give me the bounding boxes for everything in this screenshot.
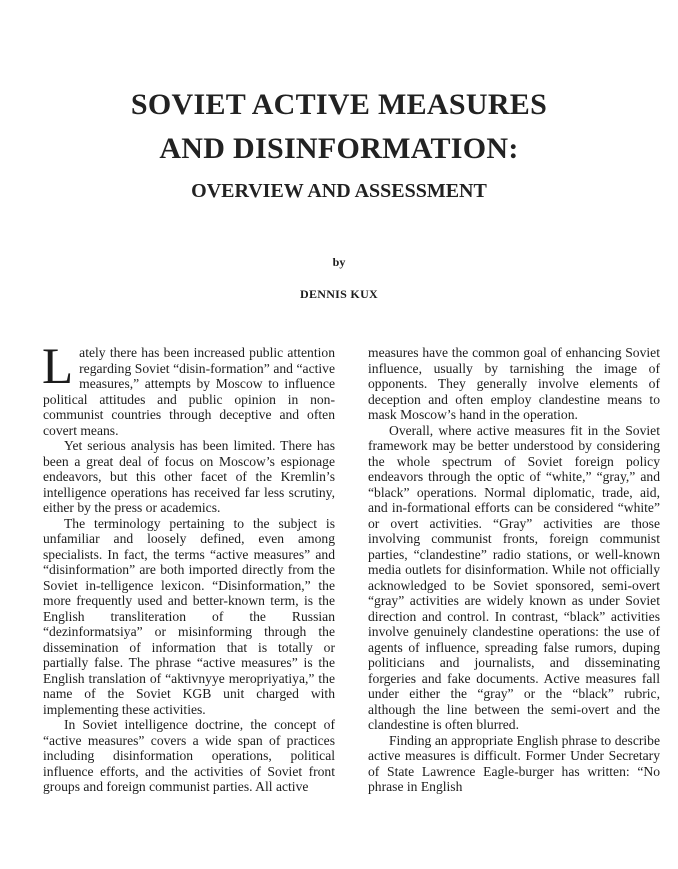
drop-cap: L <box>42 339 74 395</box>
article-title-line-1: SOVIET ACTIVE MEASURES <box>130 88 548 121</box>
paragraph: Yet serious analysis has been limited. There has been a great deal of focus on Moscow’s espionage endeavors, but this other facet of the Kremlin’s intelligence operations has received far less scrutiny, either by the press or academics. <box>43 438 335 515</box>
paragraph: Finding an appropriate English phrase to describe active measures is difficult. Former Under Secretary of State Lawrence Eagle-burger has written: “No phrase in English <box>368 732 660 794</box>
left-column <box>42 339 335 795</box>
author-name: DENNIS KUX <box>299 287 378 301</box>
article-title-line-2: AND DISINFORMATION: <box>159 132 519 165</box>
right-column <box>368 345 660 795</box>
paragraph <box>42 339 335 438</box>
byline-by: by <box>332 255 346 269</box>
paragraph: In Soviet intelligence doctrine, the concept of “active measures” covers a wide span of practices including disinformation operations, political influence efforts, and the activities of Soviet front groups and foreign communist parties. All active <box>43 717 335 794</box>
paragraph: measures have the common goal of enhancing Soviet influence, usually by tarnishing the image of opponents. They generally involve elements of deception and often employ clandestine means to mask Moscow’s hand in the operation. <box>368 345 660 422</box>
paragraph-text: ately there has been increased public attention regarding Soviet “disin-formation” and “active measures,” attempts by Moscow to influence political attitudes and public opinion in non-communist countries through deceptive and often covert means. <box>43 345 335 438</box>
paragraph: The terminology pertaining to the subject is unfamiliar and loosely defined, even among specialists. In fact, the terms “active measures” and “disinformation” are both imported directly from the Soviet in-telligence lexicon. “Disinformation,” the more frequently used and better-known term, is the English transliteration of the Russian “dezinformatsiya” or misinforming through the dissemination of information that is totally or partially false. The phrase “active measures” is the English translation of “aktivnyye meropriyatiya,” the name of the Soviet KGB unit charged with implementing these activities. <box>43 515 335 717</box>
paragraph: Overall, where active measures fit in the Soviet framework may be better understood by considering the whole spectrum of Soviet foreign policy endeavors through the optic of “white,” “gray,” and “black” operations. Normal diplomatic, trade, aid, and in-formational efforts can be considered “white” or overt activities. “Gray” activities are those involving communist fronts, foreign communist parties, “clandestine” radio stations, or well-known media outlets for disinformation. While not officially acknowledged to be Soviet sponsored, semi-overt “gray” activities are widely known as under Soviet direction and control. In contrast, “black” activities involve genuinely clandestine operations: the use of agents of influence, spreading false rumors, duping politicians and journalists, and disseminating forgeries and fake documents. Active measures fall under either the “gray” or the “black” rubric, although the line between the semi-overt and the clandestine is often blurred. <box>368 422 660 732</box>
article-subtitle: OVERVIEW AND ASSESSMENT <box>191 180 487 202</box>
